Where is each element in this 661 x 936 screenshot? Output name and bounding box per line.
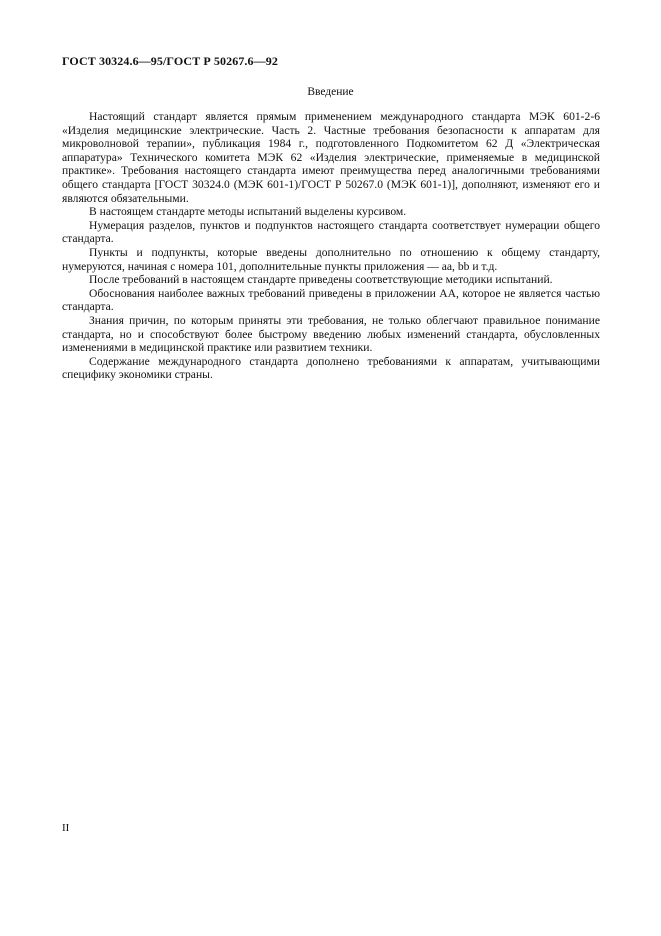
paragraph: После требований в настоящем стандарте приведены соответствующие методики испытаний.	[89, 273, 553, 287]
paragraph: Содержание международного стандарта дополнено требованиями к аппаратам, учитывающими специфику экономики страны.	[62, 354, 600, 382]
section-title: Введение	[307, 86, 354, 98]
paragraph: Обоснования наиболее важных требований приведены в приложении АА, которое не является частью стандарта.	[62, 286, 600, 314]
paragraph: В настоящем стандарте методы испытаний выделены курсивом.	[89, 205, 407, 219]
document-header: ГОСТ 30324.6—95/ГОСТ Р 50267.6—92	[62, 54, 278, 68]
document-body	[62, 110, 600, 382]
paragraph: Пункты и подпункты, которые введены дополнительно по отношению к общему стандарту, нумеруются, начиная с номера 101, дополнительные пункты приложения — аа, bb и т.д.	[62, 245, 600, 273]
paragraph: Знания причин, по которым приняты эти требования, не только облегчают правильное понимание стандарта, но и способствуют более быстрому введению любых изменений стандарта, обусловленных изменениями в медицинской практике или развитием техники.	[62, 313, 600, 355]
paragraph: Настоящий стандарт является прямым применением международного стандарта МЭК 601-2-6 «Изделия медицинские электрические. Часть 2. Частные требования безопасности к аппаратам для микроволновой терапии», публикация 1984 г., подготовленного Подкомитетом 62 Д «Электрическая аппаратура» Технического комитета МЭК 62 «Изделия электрические, применяемые в медицинской практике». Требования настоящего стандарта имеют преимущества перед аналогичными требованиями общего стандарта [ГОСТ 30324.0 (МЭК 601-1)/ГОСТ Р 50267.0 (МЭК 601-1)], дополняют, изменяют его и являются обязательными.	[62, 110, 600, 205]
paragraph: Нумерация разделов, пунктов и подпунктов настоящего стандарта соответствует нумерации общего стандарта.	[62, 218, 600, 246]
page-number: II	[62, 822, 70, 834]
